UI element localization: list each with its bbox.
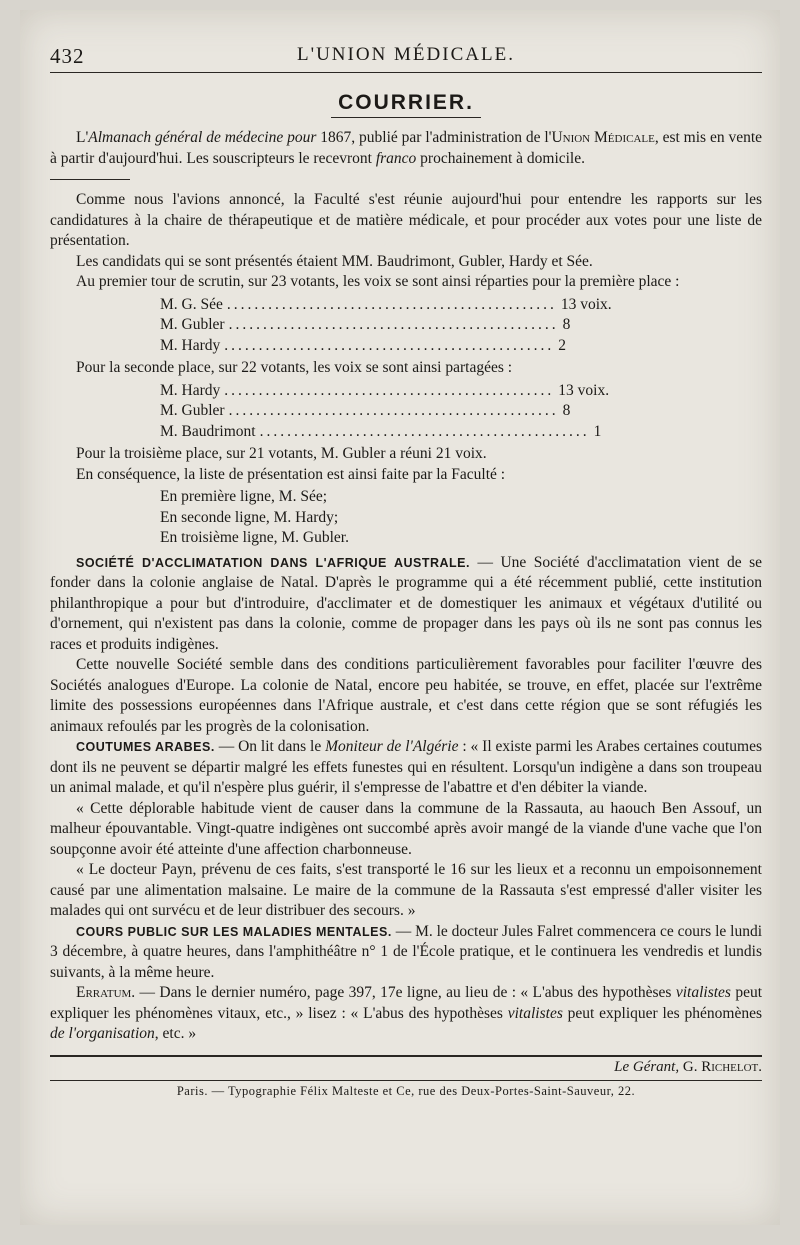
first-round-text: Au premier tour de scrutin, sur 23 votants, les voix se sont ainsi réparties pour la première place : xyxy=(76,273,680,290)
ranking-line: En troisième ligne, M. Gubler. xyxy=(160,529,349,546)
presentation-list xyxy=(160,487,762,549)
vote-row: M. Hardy ................................................ 13 voix. xyxy=(160,381,610,399)
cours-paragraph: COURS PUBLIC SUR LES MALADIES MENTALES. — M. le docteur Jules Falret commencera ce cours le lundi 3 décembre, à quatre heures, dans l'amphithéâtre n° 1 de l'École pratique, et le continuera les vendredis et lundis suivants, à la même heure. xyxy=(50,922,763,981)
erratum-heading: Erratum. xyxy=(76,984,136,1001)
section-title: COURRIER. xyxy=(338,91,474,114)
section-rule xyxy=(331,117,481,118)
journal-name: Union Médicale xyxy=(551,129,655,146)
faculte-candidates: Les candidats qui se sont présentés étaient MM. Baudrimont, Gubler, Hardy et Sée. xyxy=(76,252,593,270)
imprint: Paris. — Typographie Félix Malteste et Ce, rue des Deux-Portes-Saint-Sauveur, 22. xyxy=(176,1083,636,1098)
third-round-text: Pour la troisième place, sur 21 votants, M. Gubler a réuni 21 voix. xyxy=(76,445,487,462)
erratum-paragraph: Erratum. — Dans le dernier numéro, page 397, 17e ligne, au lieu de : « L'abus des hypothèses vitalistes peut expliquer les phénomènes vitaux, etc., » lisez : « L'abus des hypothèses vitalistes peut expliquer les phénomènes de l'organisation, etc. » xyxy=(50,984,763,1042)
running-head xyxy=(50,42,762,70)
source-title: Moniteur de l'Algérie xyxy=(325,738,459,755)
acclimatation-paragraph-2: Cette nouvelle Société semble dans des conditions particulièrement favorables pour faciliter l'œuvre des Sociétés analogues d'Europe. La colonie de Natal, encore peu habitée, se trouve, en effet, placée sur l'extrême limite des possessions européennes dans l'Afrique australe, et c'est dans cette région que se sont réfugiés les animaux refoulés par les progrès de la colonisation. xyxy=(50,656,762,735)
journal-title: L'UNION MÉDICALE. xyxy=(297,44,515,65)
almanach-paragraph: L'Almanach général de médecine pour 1867, publié par l'administration de l'Union Médicale, est mis en vente à partir d'aujourd'hui. Les souscripteurs le recevront franco prochainement à domicile. xyxy=(50,129,763,167)
coutumes-paragraph-3: « Le docteur Payn, prévenu de ces faits, s'est transporté le 16 sur les lieux et a reconnu un empoisonnement causé par une alimentation malsaine. Le maire de la commune de la Rassauta s'est empressé d'aller visiter les malades qui ont survécu et de leur distribuer des secours. » xyxy=(50,861,762,919)
signature-name: G. Richelot. xyxy=(682,1058,762,1075)
vote-row: M. G. Sée ................................................ 13 voix. xyxy=(160,295,612,313)
acclimatation-paragraph: SOCIÉTÉ D'ACCLIMATATION DANS L'AFRIQUE AUSTRALE. — Une Société d'acclimatation vient de se fonder dans la colonie anglaise de Natal. D'après le programme qui a été récemment publié, cette institution philanthropique a pour but d'introduire, d'acclimater et de domestiquer les animaux et végétaux d'utilité ou d'ornement, qui n'existent pas dans la colonie, comme de propager dans les pays où ils ne sont pas connus les races et produits indigènes. xyxy=(50,553,763,653)
first-round-votes xyxy=(160,295,612,357)
ranking-line: En seconde ligne, M. Hardy; xyxy=(160,508,339,526)
vote-row: M. Gubler ................................................ 8 xyxy=(160,316,571,333)
vote-row: M. Baudrimont ................................................ 1 xyxy=(160,422,602,440)
acclimatation-heading: SOCIÉTÉ D'ACCLIMATATION DANS L'AFRIQUE AUSTRALE. xyxy=(76,555,470,570)
separator xyxy=(50,179,130,180)
second-round-text: Pour la seconde place, sur 22 votants, les voix se sont ainsi partagées : xyxy=(76,359,513,376)
signature: Le Gérant, G. Richelot. xyxy=(50,1055,762,1076)
coutumes-paragraph-2: « Cette déplorable habitude vient de causer dans la commune de la Rassauta, au haouch Ben Assouf, un malheur épouvantable. Vingt-quatre indigènes ont succombé après avoir mangé de la viande d'une vache que l'on soupçonne avoir été atteinte d'une affection charbonneuse. xyxy=(50,799,762,858)
coutumes-paragraph: COUTUMES ARABES. — On lit dans le Moniteur de l'Algérie : « Il existe parmi les Arabes certaines coutumes dont ils ne peuvent se départir malgré les effets funestes qui en résultent. Lorsqu'un indigène a dans son troupeau un animal malade, et qu'il n'espère plus guérir, il s'empresse de l'abattre et d'en débiter la viande. xyxy=(50,738,763,796)
faculte-conclusion: En conséquence, la liste de présentation est ainsi faite par la Faculté : xyxy=(76,465,506,483)
faculte-intro: Comme nous l'avions annoncé, la Faculté s'est réunie aujourd'hui pour entendre les rapports sur les candidatures à la chaire de thérapeutique et de matière médicale, et pour procéder aux votes pour une liste de présentation. xyxy=(50,191,762,249)
vote-row: M. Hardy ................................................ 2 xyxy=(160,336,567,354)
page-number: 432 xyxy=(50,44,85,68)
second-round-votes xyxy=(160,381,610,443)
ranking-line: En première ligne, M. Sée; xyxy=(160,488,328,505)
almanach-title: Almanach général de médecine pour xyxy=(88,129,317,146)
newspaper-page xyxy=(20,10,780,1225)
header-rule xyxy=(50,72,762,73)
cours-heading: COURS PUBLIC SUR LES MALADIES MENTALES. xyxy=(76,924,392,939)
coutumes-heading: COUTUMES ARABES. xyxy=(76,740,215,754)
page-content xyxy=(50,42,762,1099)
vote-row: M. Gubler ................................................ 8 xyxy=(160,402,571,419)
